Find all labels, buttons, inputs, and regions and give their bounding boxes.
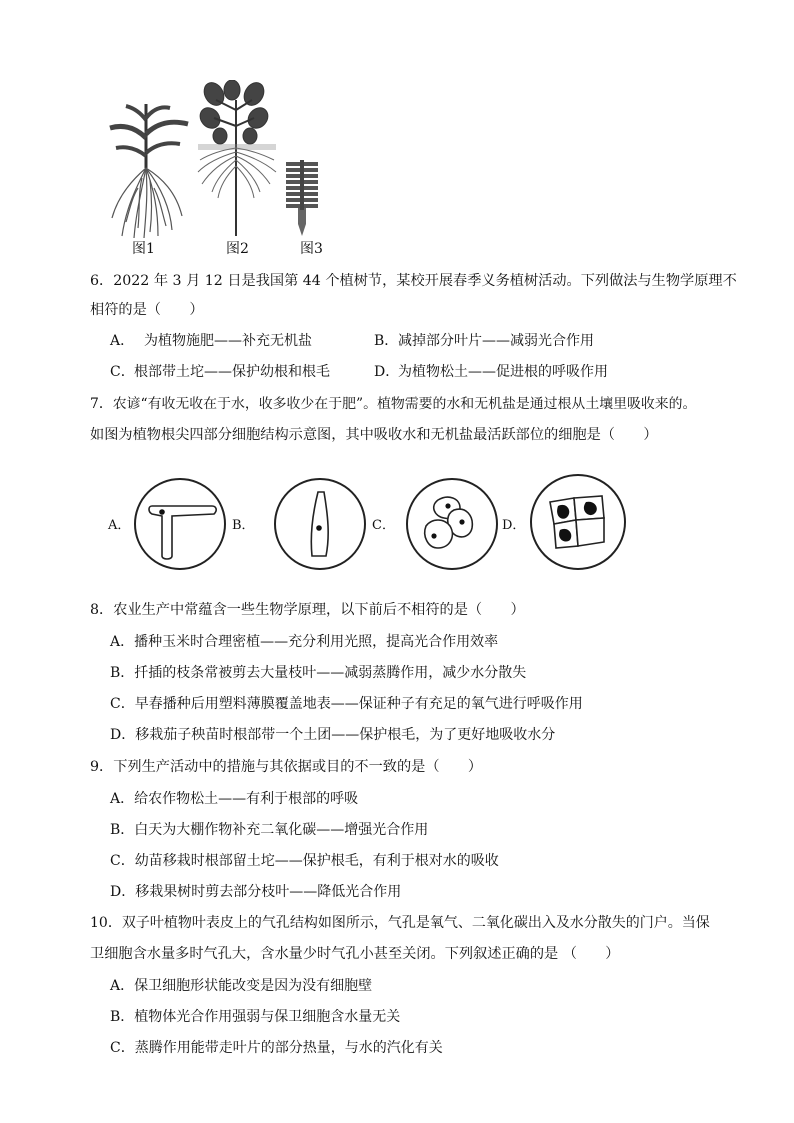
q9-option-c: [110, 851, 499, 871]
q10-option-a: [110, 976, 372, 996]
fig2-label: 图2: [226, 241, 249, 257]
q6-option-c-text: 根部带土坨——保护幼根和根毛: [134, 364, 330, 380]
q9-option-a: [110, 789, 358, 809]
q10-option-a-key: A．: [110, 978, 135, 994]
cell-option-b-label: B．: [232, 518, 255, 533]
q10-option-c-text: 蒸腾作用能带走叶片的部分热量，与水的汽化有关: [134, 1040, 443, 1056]
q9-option-d-key: D．: [110, 884, 136, 900]
cell-option-d-label: D．: [502, 518, 526, 533]
cell-d-meristem-cells-image: [528, 472, 628, 572]
q8-option-d-key: D．: [110, 727, 136, 743]
q9-option-b: [110, 820, 428, 840]
q8-option-a-key: A．: [110, 634, 135, 650]
q10-option-a-text: 保卫细胞形状能改变是因为没有细胞壁: [134, 978, 373, 994]
q8-option-a: [110, 632, 498, 652]
q6-option-a: [110, 331, 312, 351]
fig2-taproot-plant-image: [192, 80, 282, 240]
q9-option-c-key: C．: [110, 853, 135, 869]
q8-option-b-text: 扦插的枝条常被剪去大量枝叶——减弱蒸腾作用，减少水分散失: [134, 665, 527, 681]
q10-stem-line1: 10．双子叶植物叶表皮上的气孔结构如图所示，气孔是氧气、二氧化碳出入及水分散失的门户。当保: [90, 915, 710, 931]
fig3-label: 图3: [300, 241, 323, 257]
fig1-label: 图1: [132, 241, 155, 257]
q8-stem: 8．农业生产中常蕴含一些生物学原理，以下前后不相符的是（ ）: [90, 602, 525, 618]
cell-a-root-hair-image: [132, 476, 228, 572]
q6-option-b-key: B．: [374, 333, 399, 349]
q8-option-a-text: 播种玉米时合理密植——充分利用光照，提高光合作用效率: [134, 634, 499, 650]
q8-option-d-text: 移栽茄子秧苗时根部带一个土团——保护根毛，为了更好地吸收水分: [135, 727, 556, 743]
q9-option-b-key: B．: [110, 822, 135, 838]
q10-stem-line2: 卫细胞含水量多时气孔大，含水量少时气孔小甚至关闭。下列叙述正确的是 （ ）: [90, 946, 620, 962]
q9-option-d: [110, 882, 401, 902]
q10-option-b-key: B．: [110, 1009, 135, 1025]
q10-option-b: [110, 1007, 400, 1027]
q6-stem-line1: 6．2022 年 3 月 12 日是我国第 44 个植树节，某校开展春季义务植树活动。下列做法与生物学原理不: [90, 273, 737, 289]
q9-stem: 9．下列生产活动中的措施与其依据或目的不一致的是（ ）: [90, 759, 483, 775]
fig3-root-tip-image: [282, 160, 322, 240]
cell-c-round-cells-image: [404, 476, 500, 572]
q7-stem-line1: 7．农谚“有收无收在于水，收多收少在于肥”。植物需要的水和无机盐是通过根从土壤里吸收来的。: [90, 396, 697, 412]
fig1-seedling-image: [96, 98, 196, 238]
q10-option-b-text: 植物体光合作用强弱与保卫细胞含水量无关: [134, 1009, 401, 1025]
q6-option-b-text: 减掉部分叶片——减弱光合作用: [398, 333, 594, 349]
q8-option-b: [110, 663, 526, 683]
plant-figures: [88, 80, 348, 260]
cell-b-elongated-cell-image: [272, 476, 368, 572]
q8-option-c: [110, 694, 583, 714]
q9-option-a-key: A．: [110, 791, 135, 807]
cell-option-a-label: A．: [108, 518, 131, 533]
q8-option-c-key: C．: [110, 696, 135, 712]
q6-option-d: [374, 362, 608, 382]
q10-option-c: [110, 1038, 443, 1058]
q8-option-c-text: 早春播种后用塑料薄膜覆盖地表——保证种子有充足的氧气进行呼吸作用: [134, 696, 583, 712]
q9-option-c-text: 幼苗移栽时根部留土坨——保护根毛，有利于根对水的吸收: [134, 853, 499, 869]
q10-option-c-key: C．: [110, 1040, 135, 1056]
q8-option-d: [110, 725, 555, 745]
q6-option-c-key: C．: [110, 364, 135, 380]
q6-option-a-key: A．: [110, 333, 135, 349]
q9-option-d-text: 移栽果树时剪去部分枝叶——降低光合作用: [135, 884, 402, 900]
q8-option-b-key: B．: [110, 665, 135, 681]
q6-option-c: [110, 362, 330, 382]
q6-option-d-text: 为植物松土——促进根的呼吸作用: [398, 364, 608, 380]
q9-option-a-text: 给农作物松土——有利于根部的呼吸: [134, 791, 359, 807]
q9-option-b-text: 白天为大棚作物补充二氧化碳——增强光合作用: [134, 822, 429, 838]
q7-stem-line2: 如图为植物根尖四部分细胞结构示意图，其中吸收水和无机盐最活跃部位的细胞是（ ）: [90, 427, 658, 443]
q6-option-d-key: D．: [374, 364, 400, 380]
q6-option-b: [374, 331, 594, 351]
root-cell-diagrams: [108, 470, 668, 580]
cell-option-c-label: C．: [372, 518, 395, 533]
q6-option-a-text: 为植物施肥——补充无机盐: [144, 333, 312, 349]
q6-stem-line2: 相符的是（ ）: [90, 302, 204, 318]
